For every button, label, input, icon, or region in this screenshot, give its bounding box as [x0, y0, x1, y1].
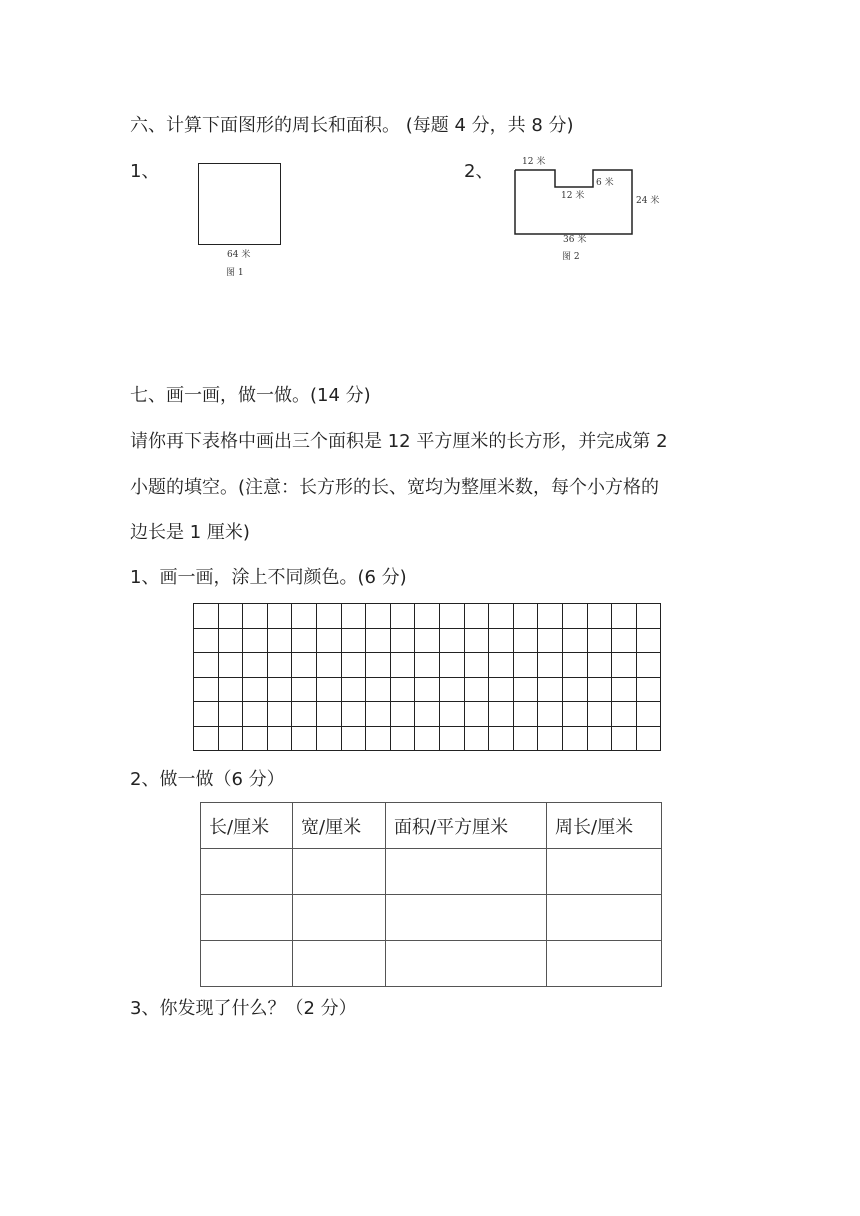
- grid-cell[interactable]: [341, 702, 366, 727]
- grid-cell[interactable]: [415, 702, 440, 727]
- grid-cell[interactable]: [267, 628, 292, 653]
- drawing-grid: [193, 603, 661, 751]
- answer-cell[interactable]: [386, 849, 547, 895]
- grid-cell[interactable]: [267, 726, 292, 751]
- grid-cell[interactable]: [415, 628, 440, 653]
- header-perimeter: 周长/厘米: [547, 803, 662, 849]
- grid-cell[interactable]: [243, 604, 268, 629]
- grid-cell[interactable]: [341, 628, 366, 653]
- grid-row: [194, 628, 661, 653]
- header-length: 长/厘米: [201, 803, 293, 849]
- grid-cell[interactable]: [316, 677, 341, 702]
- section7-intro-line-3: 边长是 1 厘米): [130, 522, 250, 543]
- part2-label: 2、做一做（6 分）: [130, 769, 285, 790]
- grid-cell[interactable]: [612, 702, 637, 727]
- grid-cell[interactable]: [513, 604, 538, 629]
- grid-cell[interactable]: [562, 653, 587, 678]
- grid-cell[interactable]: [316, 702, 341, 727]
- part3-label: 3、你发现了什么？（2 分）: [130, 998, 357, 1019]
- grid-cell[interactable]: [218, 677, 243, 702]
- grid-cell[interactable]: [489, 702, 514, 727]
- answer-cell[interactable]: [293, 849, 386, 895]
- header-width: 宽/厘米: [293, 803, 386, 849]
- grid-cell[interactable]: [243, 702, 268, 727]
- grid-cell[interactable]: [464, 702, 489, 727]
- grid-cell[interactable]: [415, 653, 440, 678]
- grid-cell[interactable]: [316, 628, 341, 653]
- grid-cell[interactable]: [439, 677, 464, 702]
- grid-cell[interactable]: [513, 702, 538, 727]
- grid-cell[interactable]: [341, 604, 366, 629]
- grid-cell[interactable]: [390, 726, 415, 751]
- grid-cell[interactable]: [489, 628, 514, 653]
- part1-label: 1、画一画，涂上不同颜色。(6 分): [130, 567, 407, 588]
- figure1-side-label: 64 米: [227, 250, 251, 260]
- grid-cell[interactable]: [194, 628, 219, 653]
- grid-cell[interactable]: [415, 604, 440, 629]
- table-row: [201, 941, 662, 987]
- grid-cell[interactable]: [243, 628, 268, 653]
- grid-cell[interactable]: [439, 653, 464, 678]
- grid-cell[interactable]: [341, 677, 366, 702]
- answer-cell[interactable]: [386, 895, 547, 941]
- section7-intro-line-1: 请你再下表格中画出三个面积是 12 平方厘米的长方形，并完成第 2: [130, 431, 668, 452]
- grid-cell[interactable]: [439, 628, 464, 653]
- grid-cell[interactable]: [194, 677, 219, 702]
- grid-cell[interactable]: [390, 604, 415, 629]
- grid-cell[interactable]: [612, 628, 637, 653]
- grid-cell[interactable]: [292, 653, 317, 678]
- figure2-bottom-label: 36 米: [563, 235, 587, 245]
- grid-cell[interactable]: [636, 653, 661, 678]
- grid-cell[interactable]: [636, 726, 661, 751]
- grid-cell[interactable]: [538, 653, 563, 678]
- answer-cell[interactable]: [547, 849, 662, 895]
- grid-cell[interactable]: [218, 726, 243, 751]
- answer-cell[interactable]: [386, 941, 547, 987]
- grid-cell[interactable]: [513, 628, 538, 653]
- grid-cell[interactable]: [218, 604, 243, 629]
- answer-table: [200, 802, 662, 987]
- grid-cell[interactable]: [489, 726, 514, 751]
- table-row: [201, 895, 662, 941]
- grid-row: [194, 726, 661, 751]
- answer-table-header-row: [201, 803, 662, 849]
- grid-cell[interactable]: [316, 653, 341, 678]
- grid-cell[interactable]: [489, 677, 514, 702]
- grid-cell[interactable]: [292, 702, 317, 727]
- grid-cell[interactable]: [464, 628, 489, 653]
- figure2-notch-depth-label: 6 米: [596, 178, 614, 188]
- grid-cell[interactable]: [218, 702, 243, 727]
- grid-cell[interactable]: [366, 702, 391, 727]
- grid-cell[interactable]: [538, 604, 563, 629]
- grid-cell[interactable]: [390, 677, 415, 702]
- grid-cell[interactable]: [316, 604, 341, 629]
- grid-cell[interactable]: [587, 604, 612, 629]
- figure2-right-label: 24 米: [636, 196, 660, 206]
- grid-cell[interactable]: [489, 653, 514, 678]
- grid-cell[interactable]: [538, 628, 563, 653]
- grid-cell[interactable]: [587, 653, 612, 678]
- grid-cell[interactable]: [513, 653, 538, 678]
- grid-cell[interactable]: [292, 726, 317, 751]
- grid-cell[interactable]: [587, 702, 612, 727]
- figure2-caption: 图 2: [562, 252, 580, 262]
- grid-cell[interactable]: [366, 628, 391, 653]
- figure2-top-left-label: 12 米: [522, 157, 546, 167]
- grid-cell[interactable]: [439, 604, 464, 629]
- grid-row: [194, 604, 661, 629]
- grid-cell[interactable]: [267, 702, 292, 727]
- grid-cell[interactable]: [390, 702, 415, 727]
- grid-cell[interactable]: [194, 702, 219, 727]
- grid-cell[interactable]: [292, 604, 317, 629]
- grid-cell[interactable]: [538, 726, 563, 751]
- grid-cell[interactable]: [267, 677, 292, 702]
- answer-cell[interactable]: [293, 941, 386, 987]
- grid-cell[interactable]: [562, 628, 587, 653]
- question2-number: 2、: [464, 161, 494, 182]
- grid-cell[interactable]: [636, 702, 661, 727]
- grid-row: [194, 702, 661, 727]
- grid-cell[interactable]: [612, 726, 637, 751]
- header-area: 面积/平方厘米: [386, 803, 547, 849]
- grid-cell[interactable]: [439, 726, 464, 751]
- grid-cell[interactable]: [366, 653, 391, 678]
- grid-cell[interactable]: [366, 677, 391, 702]
- grid-cell[interactable]: [292, 628, 317, 653]
- figure2-notch-bottom-label: 12 米: [561, 191, 585, 201]
- grid-cell[interactable]: [194, 604, 219, 629]
- grid-cell[interactable]: [636, 628, 661, 653]
- grid-cell[interactable]: [562, 702, 587, 727]
- grid-cell[interactable]: [538, 677, 563, 702]
- question1-number: 1、: [130, 161, 160, 182]
- grid-cell[interactable]: [390, 653, 415, 678]
- grid-cell[interactable]: [612, 653, 637, 678]
- grid-cell[interactable]: [415, 677, 440, 702]
- grid-cell[interactable]: [464, 726, 489, 751]
- answer-cell[interactable]: [201, 941, 293, 987]
- grid-cell[interactable]: [612, 604, 637, 629]
- grid-row: [194, 653, 661, 678]
- grid-cell[interactable]: [243, 653, 268, 678]
- grid-cell[interactable]: [267, 653, 292, 678]
- grid-cell[interactable]: [292, 677, 317, 702]
- grid-cell[interactable]: [366, 726, 391, 751]
- section6-title: 六、计算下面图形的周长和面积。 (每题 4 分，共 8 分): [130, 115, 574, 136]
- grid-cell[interactable]: [587, 628, 612, 653]
- grid-cell[interactable]: [267, 604, 292, 629]
- grid-cell[interactable]: [194, 726, 219, 751]
- grid-cell[interactable]: [562, 726, 587, 751]
- grid-cell[interactable]: [243, 677, 268, 702]
- grid-cell[interactable]: [390, 628, 415, 653]
- grid-cell[interactable]: [587, 677, 612, 702]
- answer-cell[interactable]: [201, 849, 293, 895]
- grid-cell[interactable]: [612, 677, 637, 702]
- grid-cell[interactable]: [341, 726, 366, 751]
- grid-cell[interactable]: [366, 604, 391, 629]
- grid-cell[interactable]: [218, 653, 243, 678]
- table-row: [201, 849, 662, 895]
- grid-cell[interactable]: [464, 677, 489, 702]
- grid-cell[interactable]: [562, 677, 587, 702]
- answer-cell[interactable]: [293, 895, 386, 941]
- grid-cell[interactable]: [415, 726, 440, 751]
- grid-cell[interactable]: [243, 726, 268, 751]
- grid-cell[interactable]: [587, 726, 612, 751]
- grid-cell[interactable]: [489, 604, 514, 629]
- grid-cell[interactable]: [218, 628, 243, 653]
- answer-cell[interactable]: [201, 895, 293, 941]
- figure1-caption: 图 1: [226, 268, 244, 278]
- grid-cell[interactable]: [636, 677, 661, 702]
- grid-cell[interactable]: [439, 702, 464, 727]
- grid-cell[interactable]: [194, 653, 219, 678]
- grid-cell[interactable]: [341, 653, 366, 678]
- grid-cell[interactable]: [513, 726, 538, 751]
- section7-title: 七、画一画，做一做。(14 分): [130, 385, 371, 406]
- answer-cell[interactable]: [547, 895, 662, 941]
- section7-intro-line-2: 小题的填空。(注意：长方形的长、宽均为整厘米数，每个小方格的: [130, 477, 660, 498]
- grid-cell[interactable]: [316, 726, 341, 751]
- answer-cell[interactable]: [547, 941, 662, 987]
- grid-cell[interactable]: [464, 653, 489, 678]
- grid-cell[interactable]: [562, 604, 587, 629]
- grid-cell[interactable]: [464, 604, 489, 629]
- grid-row: [194, 677, 661, 702]
- grid-cell[interactable]: [513, 677, 538, 702]
- grid-cell[interactable]: [636, 604, 661, 629]
- figure1-square: [198, 163, 281, 245]
- grid-cell[interactable]: [538, 702, 563, 727]
